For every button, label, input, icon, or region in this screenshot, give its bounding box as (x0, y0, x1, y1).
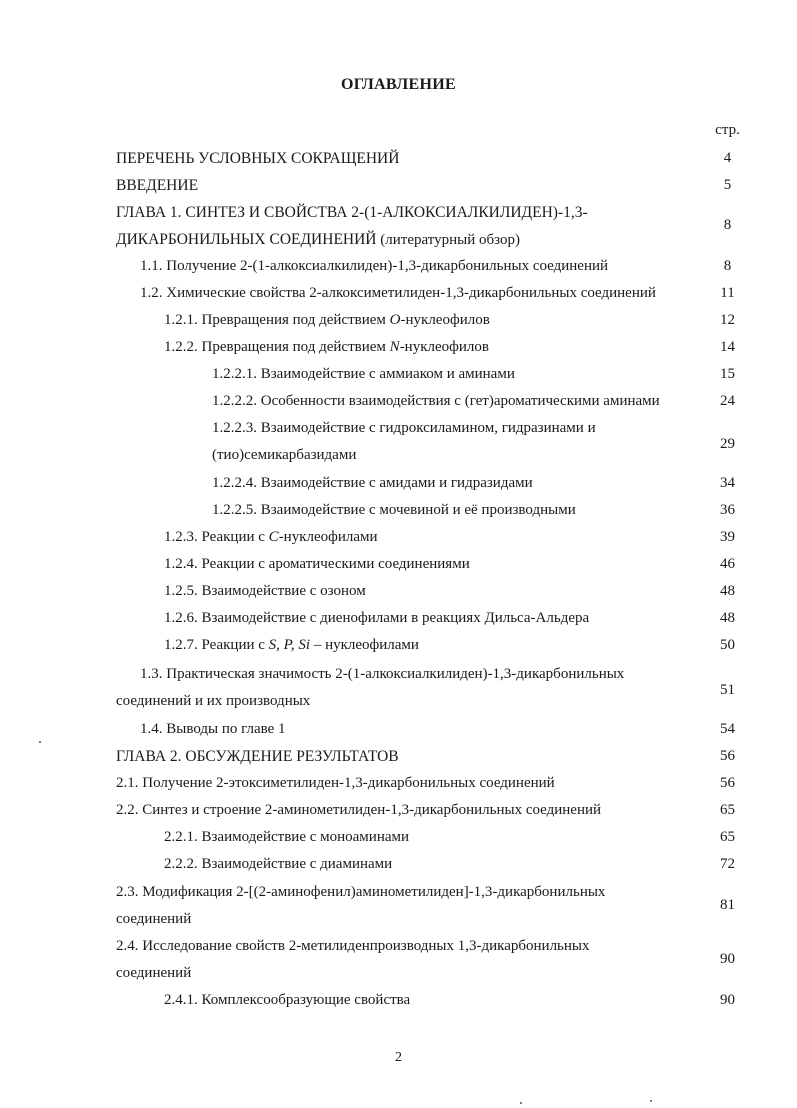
toc-entry-page: 48 (720, 583, 735, 599)
toc-entry-page: 14 (720, 339, 735, 355)
toc-entry-text: 2.2. Синтез и строение 2-аминометилиден-1,3-дикарбонильных соединений (116, 802, 602, 818)
toc-entry-text: 1.4. Выводы по главе 1 (140, 721, 286, 737)
toc-entry[interactable] (0, 172, 797, 199)
toc-entry-page: 72 (720, 856, 735, 872)
toc-entry[interactable] (0, 743, 797, 770)
toc-entry-pre: 1.2.1. Превращения под действием (164, 312, 390, 328)
toc-entry-text-line2: соединений (116, 965, 192, 981)
toc-entry-text: 1.2.2.1. Взаимодействие с аммиаком и аминами (212, 366, 515, 382)
toc-entry[interactable] (0, 388, 797, 415)
toc-entry-page: 15 (720, 366, 735, 382)
toc-entry-pre: 1.2.2. Превращения под действием (164, 339, 390, 355)
toc-entry-text (164, 307, 490, 334)
toc-entry-page: 34 (720, 475, 735, 491)
toc-entry-text: 1.2.5. Взаимодействие с озоном (164, 583, 366, 599)
toc-entry-page: 65 (720, 829, 735, 845)
toc-entry-text: 1.2.2.3. Взаимодействие с гидроксиламином, гидразинами и (212, 420, 596, 436)
toc-entry[interactable] (0, 145, 797, 172)
toc-entry-post: -нуклеофилов (400, 312, 490, 328)
toc-entry-page: 12 (720, 312, 735, 328)
toc-entry-text: 2.3. Модификация 2-[(2-аминофенил)аминометилиден]-1,3-дикарбонильных (116, 884, 606, 900)
toc-entry-text: 1.2.2.2. Особенности взаимодействия с (гет)ароматическими аминами (212, 393, 660, 409)
toc-entry-page: 24 (720, 393, 735, 409)
toc-entry-page: 81 (720, 897, 735, 913)
toc-entry-text: 1.2. Химические свойства 2-алкоксиметилиден-1,3-дикарбонильных соединений (140, 285, 656, 301)
toc-entry[interactable] (0, 987, 797, 1014)
toc-entry-text: 1.3. Практическая значимость 2-(1-алкоксиалкилиден)-1,3-дикарбонильных (140, 666, 625, 682)
toc-entry-page: 54 (720, 721, 735, 737)
toc-entry[interactable] (0, 933, 797, 987)
toc-entry-page: 11 (720, 285, 735, 301)
toc-entry-text (164, 334, 489, 361)
toc-entry-text: 2.2.2. Взаимодействие с диаминами (164, 856, 393, 872)
toc-entry-page: 36 (720, 502, 735, 518)
toc-entry-page: 39 (720, 529, 735, 545)
toc-entry-text: 1.1. Получение 2-(1-алкоксиалкилиден)-1,3-дикарбонильных соединений (140, 258, 609, 274)
toc-entry-caps: ДИКАРБОНИЛЬНЫХ СОЕДИНЕНИЙ (116, 231, 377, 248)
toc-entry[interactable] (0, 307, 797, 334)
toc-entry-text-line2: соединений и их производных (116, 693, 311, 709)
scan-speck (520, 1102, 522, 1104)
toc-entry-page: 46 (720, 556, 735, 572)
toc-entry[interactable] (0, 334, 797, 361)
toc-entry-text-line2: соединений (116, 911, 192, 927)
toc-entry-page: 56 (720, 775, 735, 791)
toc-entry-pre: 1.2.3. Реакции с (164, 529, 269, 545)
toc-entry-text: 1.2.6. Взаимодействие с диенофилами в реакциях Дильса-Альдера (164, 610, 590, 626)
toc-entry-text: ГЛАВА 1. СИНТЕЗ И СВОЙСТВА 2-(1-АЛКОКСИАЛКИЛИДЕН)-1,3- (116, 204, 588, 221)
toc-title: ОГЛАВЛЕНИЕ (341, 76, 456, 93)
toc-entry-em: O (389, 312, 401, 328)
toc-entry[interactable] (0, 632, 797, 659)
toc-entry-text-line2 (116, 226, 520, 254)
toc-entry-text (164, 632, 419, 659)
toc-entry[interactable] (0, 253, 797, 280)
toc-entry-text: ГЛАВА 2. ОБСУЖДЕНИЕ РЕЗУЛЬТАТОВ (116, 748, 399, 765)
page-number: 2 (395, 1050, 402, 1065)
toc-entry-pre: 1.2.7. Реакции с (164, 637, 269, 653)
toc-entry-page: 8 (723, 217, 732, 233)
toc-entry[interactable] (0, 716, 797, 743)
toc-entry-text: ВВЕДЕНИЕ (116, 177, 199, 194)
toc-entry-text: 2.4.1. Комплексообразующие свойства (164, 992, 411, 1008)
toc-entry[interactable] (0, 280, 797, 307)
pages-column-header: стр. (715, 122, 740, 138)
toc-entry[interactable] (0, 524, 797, 551)
toc-entry-text: 1.2.2.4. Взаимодействие с амидами и гидразидами (212, 475, 533, 491)
scan-speck (39, 741, 41, 743)
toc-entry-tail: (литературный обзор) (376, 232, 520, 248)
toc-entry[interactable] (0, 415, 797, 469)
toc-entry[interactable] (0, 824, 797, 851)
toc-entry-page: 51 (720, 682, 735, 698)
toc-entry[interactable] (0, 851, 797, 878)
toc-entry-em: S, P, Si (268, 637, 311, 653)
toc-entry[interactable] (0, 578, 797, 605)
toc-entry[interactable] (0, 770, 797, 797)
toc-entry-text: 2.4. Исследование свойств 2-метилиденпроизводных 1,3-дикарбонильных (116, 938, 590, 954)
toc-entry-page: 90 (720, 951, 735, 967)
toc-entry-page: 56 (720, 748, 735, 764)
toc-entry[interactable] (0, 661, 797, 715)
toc-entry[interactable] (0, 361, 797, 388)
toc-entry[interactable] (0, 797, 797, 824)
toc-entry-text-line2: (тио)семикарбазидами (212, 447, 357, 463)
toc-entry[interactable] (0, 879, 797, 933)
toc-entry-post: – нуклеофилами (310, 637, 419, 653)
toc-entry-text: 2.2.1. Взаимодействие с моноаминами (164, 829, 410, 845)
toc-entry-page: 29 (720, 436, 735, 452)
scan-speck (650, 1100, 652, 1102)
toc-entry-page: 90 (720, 992, 735, 1008)
toc-entry-page: 50 (720, 637, 735, 653)
toc-entry-page: 48 (720, 610, 735, 626)
toc-entry-em: C (268, 529, 279, 545)
toc-entry-page: 5 (723, 177, 732, 193)
toc-entry-text: 2.1. Получение 2-этоксиметилиден-1,3-дикарбонильных соединений (116, 775, 555, 791)
toc-entry-text: 1.2.4. Реакции с ароматическими соединениями (164, 556, 470, 572)
toc-entry-page: 65 (720, 802, 735, 818)
toc-entry-page: 4 (723, 150, 732, 166)
toc-entry-text: ПЕРЕЧЕНЬ УСЛОВНЫХ СОКРАЩЕНИЙ (116, 150, 400, 167)
toc-entry-page: 8 (723, 258, 732, 274)
toc-entry-em: N (389, 339, 400, 355)
toc-entry[interactable] (0, 551, 797, 578)
toc-entry-text (164, 524, 378, 551)
toc-entry-post: -нуклеофилов (399, 339, 489, 355)
toc-entry[interactable] (0, 497, 797, 524)
toc-entry[interactable] (0, 470, 797, 497)
toc-entry[interactable] (0, 199, 797, 253)
toc-entry-post: -нуклеофилами (278, 529, 378, 545)
toc-entry[interactable] (0, 605, 797, 632)
toc-entry-text: 1.2.2.5. Взаимодействие с мочевиной и её производными (212, 502, 576, 518)
